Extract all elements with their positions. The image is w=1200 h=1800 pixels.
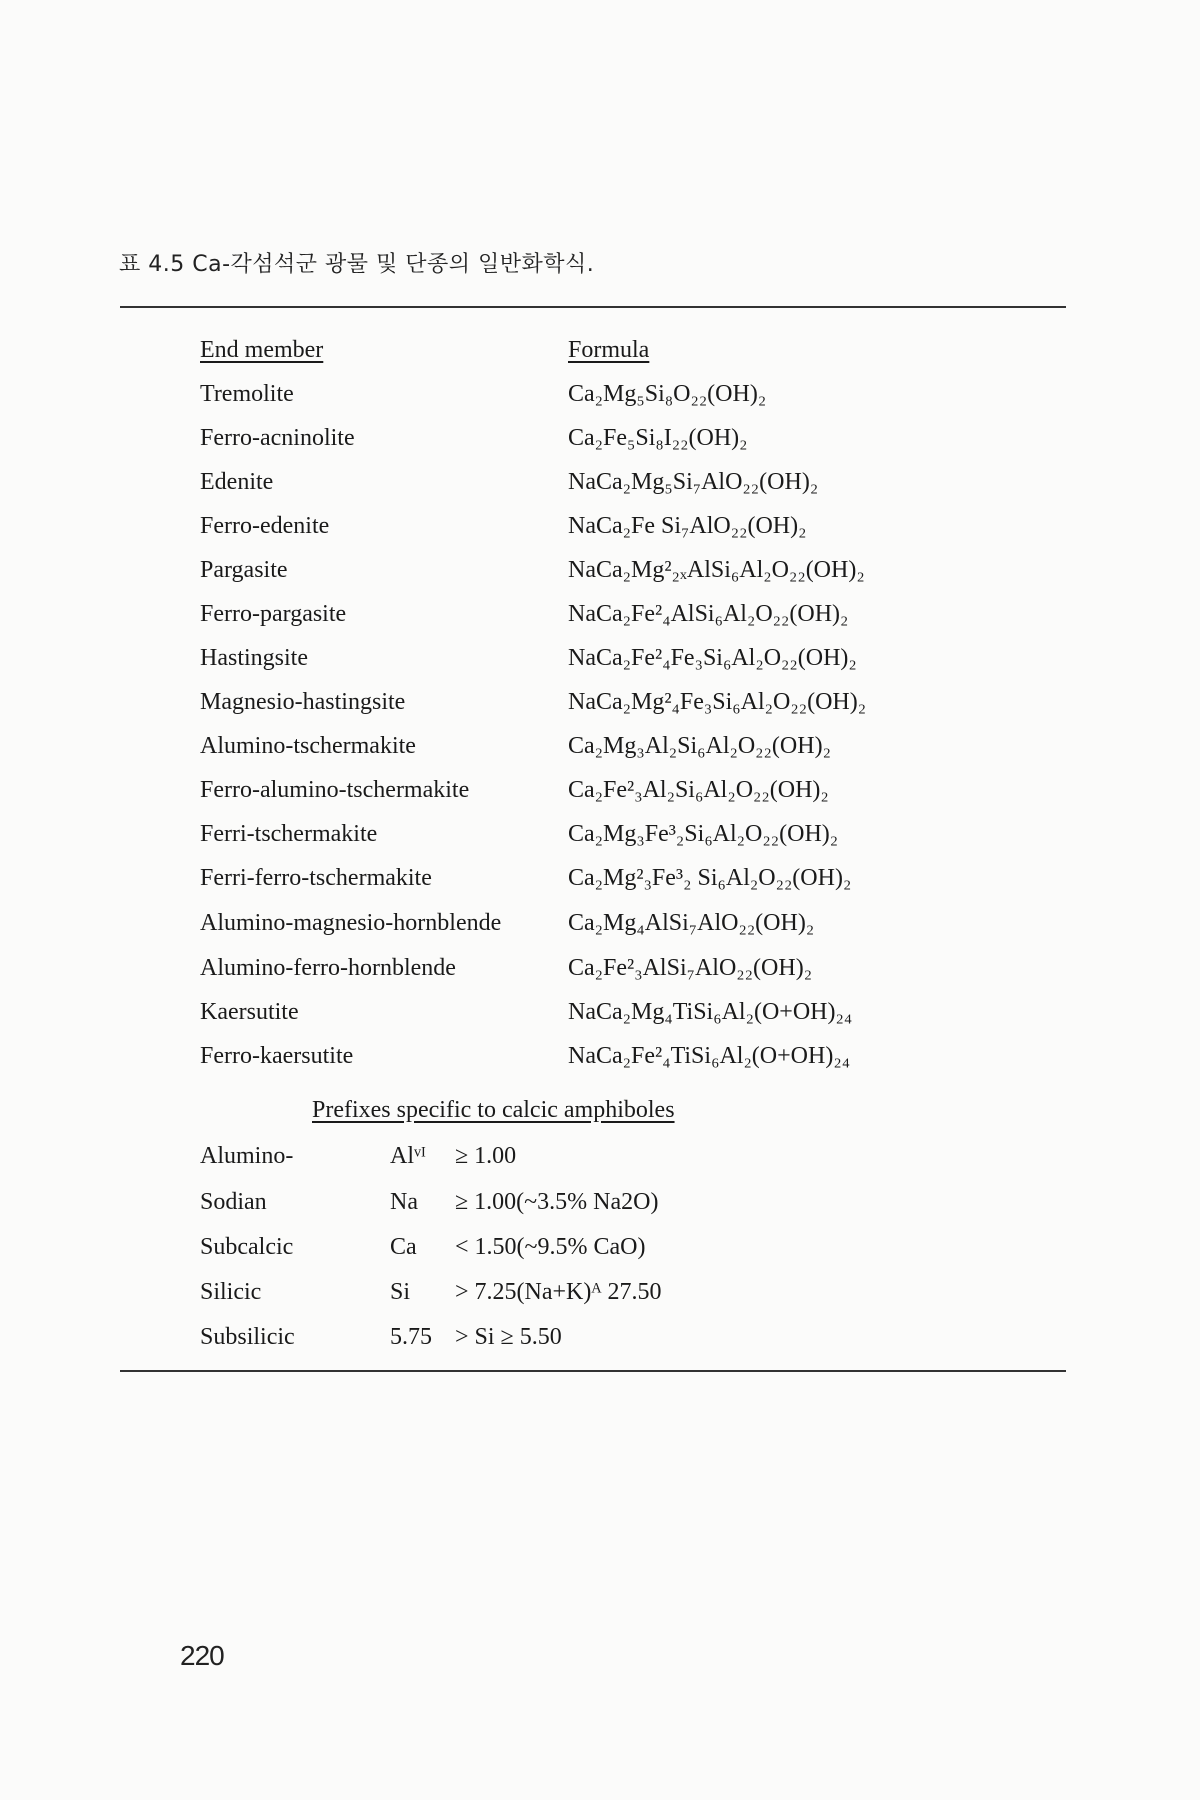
prefix-name: Subcalcic (200, 1234, 294, 1260)
table-caption: 표 4.5 Ca-각섬석군 광물 및 단종의 일반화학식. (119, 252, 595, 277)
end-member-header: End member (200, 337, 324, 363)
prefix-element: Alᵛᴵ (390, 1143, 426, 1169)
end-member-name: Ferri-ferro-tschermakite (200, 865, 432, 891)
bottom-rule (120, 1370, 1066, 1372)
prefixes-title: Prefixes specific to calcic amphiboles (312, 1097, 675, 1123)
end-member-name: Alumino-magnesio-hornblende (200, 910, 502, 936)
prefix-name: Sodian (200, 1189, 267, 1215)
formula-cell: Ca₂Fe²₃Al₂Si₆Al₂O₂₂(OH)₂ (568, 777, 829, 803)
end-member-name: Kaersutite (200, 999, 299, 1025)
formula-cell: NaCa₂Mg²₂ₓAlSi₆Al₂O₂₂(OH)₂ (568, 557, 865, 583)
end-member-name: Ferro-acninolite (200, 425, 355, 451)
end-member-name: Magnesio-hastingsite (200, 689, 406, 715)
prefix-condition: ≥ 1.00 (455, 1143, 517, 1169)
end-member-name: Alumino-ferro-hornblende (200, 955, 456, 981)
prefix-element: Ca (390, 1234, 417, 1260)
formula-cell: Ca₂Fe²₃AlSi₇AlO₂₂(OH)₂ (568, 955, 813, 981)
formula-cell: NaCa₂Mg₄TiSi₆Al₂(O+OH)₂₄ (568, 999, 853, 1025)
end-member-name: Ferro-pargasite (200, 601, 347, 627)
formula-cell: NaCa₂Fe Si₇AlO₂₂(OH)₂ (568, 513, 807, 539)
formula-cell: NaCa₂Mg₅Si₇AlO₂₂(OH)₂ (568, 469, 819, 495)
formula-cell: NaCa₂Mg²₄Fe₃Si₆Al₂O₂₂(OH)₂ (568, 689, 867, 715)
formula-cell: Ca₂Mg₃Al₂Si₆Al₂O₂₂(OH)₂ (568, 733, 831, 759)
formula-cell: NaCa₂Fe²₄Fe₃Si₆Al₂O₂₂(OH)₂ (568, 645, 857, 671)
formula-header: Formula (568, 337, 650, 363)
end-member-name: Pargasite (200, 557, 288, 583)
prefix-name: Alumino- (200, 1143, 294, 1169)
end-member-name: Ferro-kaersutite (200, 1043, 354, 1069)
prefix-condition: ≥ 1.00(~3.5% Na2O) (455, 1189, 659, 1215)
formula-cell: Ca₂Fe₅Si₈I₂₂(OH)₂ (568, 425, 748, 451)
prefix-condition: < 1.50(~9.5% CaO) (455, 1234, 646, 1260)
prefix-element: Na (390, 1189, 418, 1215)
end-member-name: Tremolite (200, 381, 294, 407)
formula-cell: Ca₂Mg₄AlSi₇AlO₂₂(OH)₂ (568, 910, 815, 936)
prefix-element: 5.75 (390, 1324, 432, 1350)
formula-cell: Ca₂Mg₃Fe³₂Si₆Al₂O₂₂(OH)₂ (568, 821, 839, 847)
prefix-name: Subsilicic (200, 1324, 295, 1350)
end-member-name: Alumino-tschermakite (200, 733, 416, 759)
prefix-condition: > Si ≥ 5.50 (455, 1324, 562, 1350)
prefix-name: Silicic (200, 1279, 262, 1305)
page-number: 220 (180, 1640, 224, 1671)
end-member-name: Hastingsite (200, 645, 308, 671)
formula-cell: NaCa₂Fe²₄AlSi₆Al₂O₂₂(OH)₂ (568, 601, 849, 627)
formula-cell: NaCa₂Fe²₄TiSi₆Al₂(O+OH)₂₄ (568, 1043, 851, 1069)
prefix-condition: > 7.25(Na+K)ᴬ 27.50 (455, 1279, 662, 1305)
formula-cell: Ca₂Mg²₃Fe³₂ Si₆Al₂O₂₂(OH)₂ (568, 865, 852, 891)
end-member-name: Ferri-tschermakite (200, 821, 378, 847)
formula-cell: Ca₂Mg₅Si₈O₂₂(OH)₂ (568, 381, 767, 407)
prefix-element: Si (390, 1279, 411, 1305)
end-member-name: Edenite (200, 469, 274, 495)
top-rule (120, 306, 1066, 308)
end-member-name: Ferro-edenite (200, 513, 330, 539)
end-member-name: Ferro-alumino-tschermakite (200, 777, 470, 803)
